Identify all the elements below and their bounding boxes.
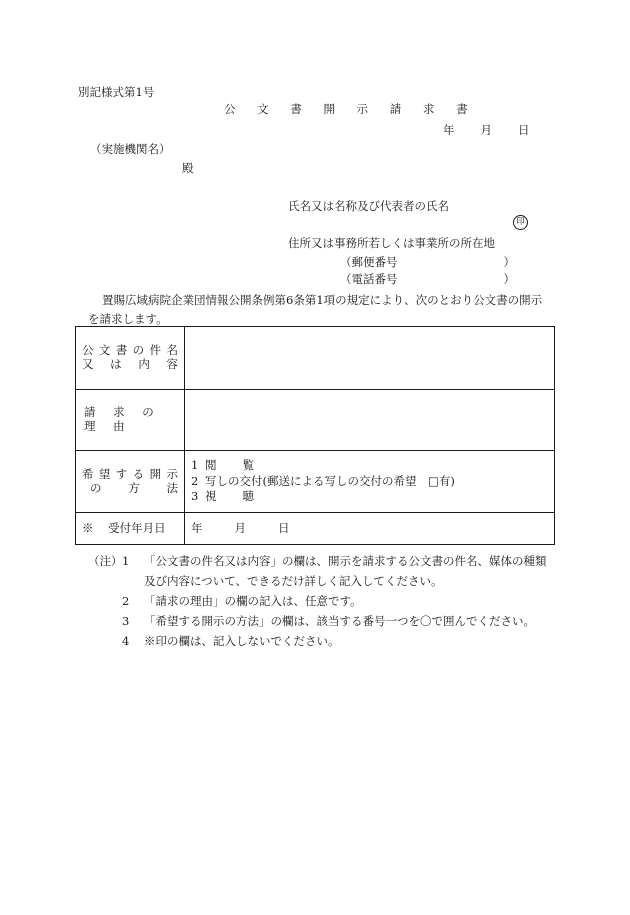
label-char: 文 xyxy=(98,343,111,358)
subject-label xyxy=(76,327,185,390)
method-option-number: 3 xyxy=(191,489,199,504)
label-char: 件 xyxy=(149,343,162,358)
requester-address-label: 住所又は事務所若しくは事業所の所在地 xyxy=(288,236,495,250)
label-char: 開 xyxy=(149,466,162,481)
agency-label: （実施機関名） xyxy=(90,142,171,156)
note-item xyxy=(88,551,558,571)
label-char: 公 xyxy=(82,343,94,358)
received-year-label: 年 xyxy=(191,520,203,535)
method-option[interactable] xyxy=(191,474,548,490)
label-char: 示 xyxy=(166,466,178,481)
received-row xyxy=(76,513,555,545)
request-table xyxy=(75,326,555,545)
note-number: 4 xyxy=(122,634,130,648)
postal-close-paren: ） xyxy=(503,255,515,269)
label-char: 内 xyxy=(138,357,150,371)
label-char: 希 xyxy=(82,466,94,481)
method-label-line-1 xyxy=(82,468,178,482)
label-char: は xyxy=(110,357,122,371)
intro-line-2: を請求します。 xyxy=(88,312,168,326)
received-date xyxy=(185,513,555,545)
reason-label xyxy=(76,390,185,451)
method-row xyxy=(76,451,555,513)
reason-field[interactable] xyxy=(185,390,555,451)
subject-label-line-2 xyxy=(82,358,178,372)
received-label-text: 受付年月日 xyxy=(108,520,166,535)
label-char: 望 xyxy=(98,466,111,481)
subject-label-line-1 xyxy=(82,344,178,358)
note-text: 「希望する開示の方法」の欄は、該当する番号一つを〇で囲んでください。 xyxy=(144,614,535,628)
note-number: 3 xyxy=(122,614,130,628)
label-char: 又 xyxy=(82,357,94,371)
received-day-label: 日 xyxy=(278,520,290,535)
honorific: 殿 xyxy=(182,161,194,175)
method-option-text: 閲覧 xyxy=(205,458,280,473)
requester-name-label: 氏名又は名称及び代表者の氏名 xyxy=(288,199,449,213)
method-label xyxy=(76,451,185,513)
postal-code-label: （郵便番号 xyxy=(340,255,398,269)
notes-head: （注） xyxy=(88,554,123,568)
method-option[interactable] xyxy=(191,489,548,505)
method-option-text: 視聴 xyxy=(205,489,280,504)
method-option-number: 2 xyxy=(191,473,199,488)
request-date xyxy=(443,124,530,138)
method-option[interactable] xyxy=(191,458,548,474)
label-char: 名 xyxy=(166,343,178,358)
note-item xyxy=(88,591,558,611)
method-option-number: 1 xyxy=(191,458,199,473)
label-char: の xyxy=(132,343,145,358)
label-char: 容 xyxy=(166,357,178,371)
document-title: 公 文 書 開 示 請 求 書 xyxy=(224,102,477,116)
label-char: 方 xyxy=(128,480,140,495)
postal-code-line xyxy=(340,256,515,270)
date-year-label: 年 xyxy=(443,123,455,137)
received-mark: ※ xyxy=(82,520,94,535)
note-text: ※印の欄は、記入しないでください。 xyxy=(144,634,340,648)
note-item xyxy=(88,611,558,631)
note-text: 「公文書の件名又は内容」の欄は、開示を請求する公文書の件名、媒体の種類 xyxy=(144,554,547,568)
date-month-label: 月 xyxy=(480,123,492,137)
received-month-label: 月 xyxy=(234,520,246,535)
phone-number-label: （電話番号 xyxy=(340,272,398,286)
received-label xyxy=(76,513,185,545)
note-number: 1 xyxy=(122,554,130,568)
method-options xyxy=(185,451,555,513)
reason-row xyxy=(76,390,555,451)
notes xyxy=(88,551,558,651)
intro-line-1: 置賜広域病院企業団情報公開条例第6条第1項の規定により、次のとおり公文書の開示 xyxy=(102,293,543,307)
label-char: る xyxy=(132,466,145,481)
note-item xyxy=(88,571,558,591)
form-number: 別記様式第1号 xyxy=(78,85,155,99)
label-char: の xyxy=(90,480,102,495)
subject-row xyxy=(76,327,555,390)
method-option-text: 写しの交付(郵送による写しの交付の希望 □有) xyxy=(205,473,455,488)
note-text: 「請求の理由」の欄の記入は、任意です。 xyxy=(144,594,362,608)
note-item xyxy=(88,631,558,651)
phone-close-paren: ） xyxy=(503,272,515,286)
date-day-label: 日 xyxy=(518,123,530,137)
label-char: す xyxy=(115,466,128,481)
subject-field[interactable] xyxy=(185,327,555,390)
method-label-line-2 xyxy=(82,482,178,496)
label-char: 法 xyxy=(166,480,178,495)
phone-number-line xyxy=(340,273,515,287)
label-char: 書 xyxy=(115,343,128,358)
reason-label-text: 請 求 の 理 由 xyxy=(84,405,161,433)
note-text: 及び内容について、できるだけ詳しく記入してください。 xyxy=(144,574,443,588)
seal-mark: 印 xyxy=(513,215,528,230)
note-number: 2 xyxy=(122,594,130,608)
